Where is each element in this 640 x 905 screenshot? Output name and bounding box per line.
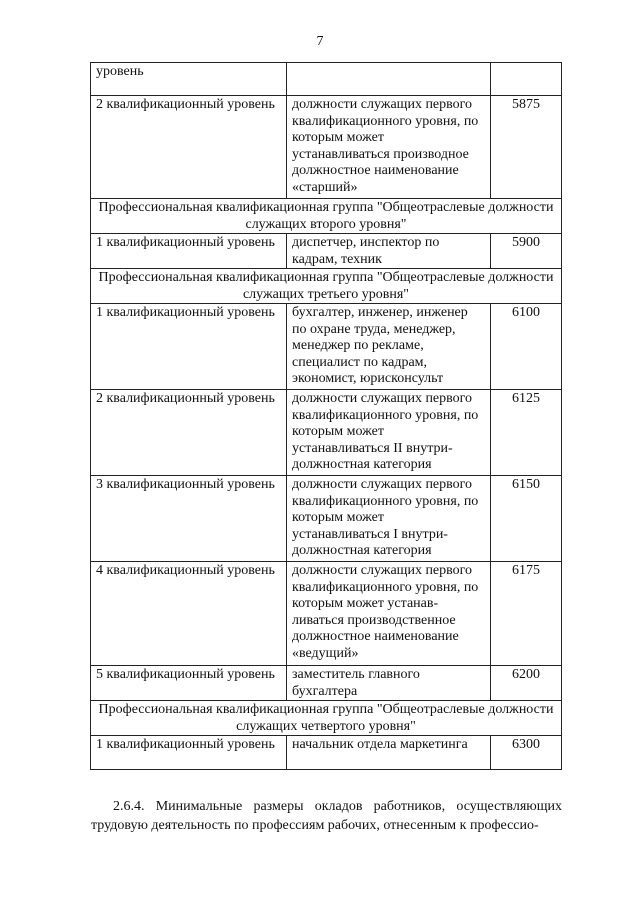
group-header-row bbox=[91, 269, 562, 304]
salary-table-body bbox=[91, 63, 562, 770]
salary-cell: 6200 bbox=[491, 666, 562, 701]
qualification-level-cell: 1 квалификационный уровень bbox=[91, 234, 287, 269]
qualification-level-cell: 2 квалификационный уровень bbox=[91, 96, 287, 199]
salary-cell: 6150 bbox=[491, 476, 562, 562]
group-header-cell bbox=[91, 269, 562, 304]
qualification-level-cell: 1 квалификационный уровень bbox=[91, 304, 287, 390]
table-row bbox=[91, 666, 562, 701]
position-cell: должности служащих первого квалификационного уровня, по которым может устанавливаться I внутри-должностная категория bbox=[287, 476, 491, 562]
group-header-row bbox=[91, 701, 562, 736]
qualification-level-cell: 5 квалификационный уровень bbox=[91, 666, 287, 701]
group-header-cell bbox=[91, 199, 562, 234]
salary-cell: 6100 bbox=[491, 304, 562, 390]
salary-cell: 6175 bbox=[491, 562, 562, 666]
table-row bbox=[91, 476, 562, 562]
position-cell: должности служащих первого квалификационного уровня, по которым может устанавливаться производное должностное наименование «старший» bbox=[287, 96, 491, 199]
table-row bbox=[91, 234, 562, 269]
position-cell: бухгалтер, инженер, инженер по охране труда, менеджер, менеджер по рекламе, специалист по кадрам, экономист, юрисконсульт bbox=[287, 304, 491, 390]
table-row bbox=[91, 390, 562, 476]
qualification-level-cell: 3 квалификационный уровень bbox=[91, 476, 287, 562]
group-header-cell bbox=[91, 701, 562, 736]
position-cell: должности служащих первого квалификационного уровня, по которым может устанав-ливаться производственное должностное наименование «ведущий» bbox=[287, 562, 491, 666]
salary-table bbox=[90, 62, 562, 770]
table-row bbox=[91, 304, 562, 390]
group-title: Профессиональная квалификационная группа "Общеотраслевые должности служащих второго уровня" bbox=[98, 200, 554, 232]
salary-cell: 5900 bbox=[491, 234, 562, 269]
qualification-level-cell: 1 квалификационный уровень bbox=[91, 736, 287, 770]
salary-cell bbox=[491, 63, 562, 96]
position-cell: диспетчер, инспектор по кадрам, техник bbox=[287, 234, 491, 269]
qualification-level-cell: 4 квалификационный уровень bbox=[91, 562, 287, 666]
table-row bbox=[91, 63, 562, 96]
salary-cell: 6300 bbox=[491, 736, 562, 770]
position-cell: начальник отдела маркетинга bbox=[287, 736, 491, 770]
salary-cell: 5875 bbox=[491, 96, 562, 199]
group-title: Профессиональная квалификационная группа "Общеотраслевые должности служащих четвертого уровня" bbox=[98, 702, 554, 734]
table-row bbox=[91, 736, 562, 770]
position-cell: должности служащих первого квалификационного уровня, по которым может устанавливаться II внутри-должностная категория bbox=[287, 390, 491, 476]
page-number: 7 bbox=[316, 34, 324, 49]
group-title: Профессиональная квалификационная группа "Общеотраслевые должности служащих третьего уровня" bbox=[98, 270, 554, 302]
salary-cell: 6125 bbox=[491, 390, 562, 476]
position-cell bbox=[287, 63, 491, 96]
group-header-row bbox=[91, 199, 562, 234]
paragraph-2-6-4: 2.6.4. Минимальные размеры окладов работников, осуществляющих трудовую деятельность по профессиям рабочих, отнесенным к профессио- bbox=[91, 799, 562, 833]
position-cell: заместитель главного бухгалтера bbox=[287, 666, 491, 701]
qualification-level-cell: 2 квалификационный уровень bbox=[91, 390, 287, 476]
qualification-level-cell: уровень bbox=[91, 63, 287, 96]
table-row bbox=[91, 96, 562, 199]
table-row bbox=[91, 562, 562, 666]
